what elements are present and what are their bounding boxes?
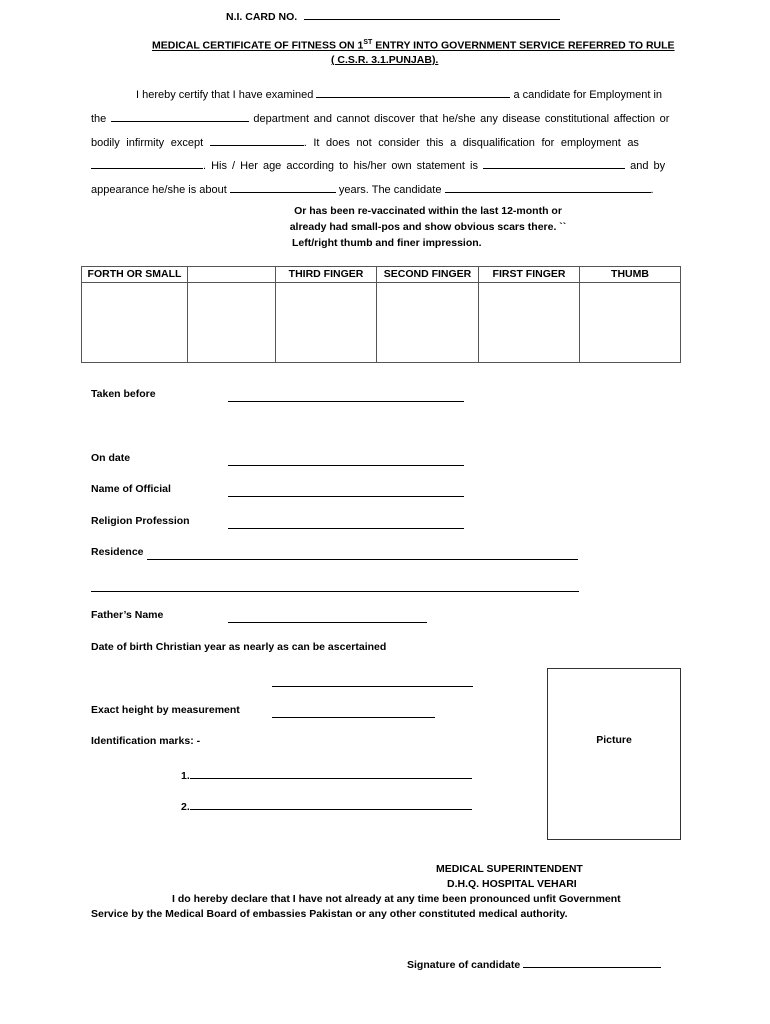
body-text: the	[91, 113, 107, 125]
residence-blank-line-2[interactable]	[91, 581, 579, 592]
department-blank[interactable]	[111, 111, 249, 122]
body-line-1	[136, 87, 662, 101]
certificate-title	[152, 39, 675, 52]
body-text: . It does not consider this a disqualification for employment as	[303, 137, 639, 149]
body-line-5	[91, 182, 654, 196]
header-second-finger: SECOND FINGER	[377, 267, 479, 283]
religion-profession-blank[interactable]	[228, 518, 464, 529]
impression-cell[interactable]	[377, 283, 479, 363]
employment-as-blank[interactable]	[91, 158, 203, 169]
body-line-2	[91, 111, 669, 125]
vaccination-line-2: already had small-pos and show obvious scars there. ``	[289, 221, 567, 233]
signature-label: Signature of candidate	[407, 959, 521, 971]
body-text: I hereby certify that I have examined	[136, 89, 314, 101]
examined-blank[interactable]	[316, 87, 510, 98]
body-text: a candidate for Employment in	[513, 89, 663, 101]
header-thumb: THUMB	[580, 267, 681, 283]
body-line-3	[91, 135, 639, 149]
residence-label: Residence	[91, 546, 144, 558]
fathers-name-label: Father’s Name	[91, 609, 164, 621]
fingerprint-header-row	[82, 267, 681, 283]
fingerprint-impression-row	[82, 283, 681, 363]
body-text: department and cannot discover that he/she any disease constitutional affection or	[253, 113, 670, 125]
mark-1	[181, 768, 472, 782]
picture-label: Picture	[596, 734, 632, 746]
fathers-name-blank[interactable]	[228, 612, 427, 623]
superintendent-title: MEDICAL SUPERINTENDENT	[436, 863, 583, 875]
nic-line	[226, 9, 560, 23]
residence-blank[interactable]	[147, 549, 578, 560]
infirmity-blank[interactable]	[210, 135, 304, 146]
on-date-label: On date	[91, 452, 131, 464]
on-date-blank[interactable]	[228, 455, 464, 466]
vaccination-line-1: Or has been re-vaccinated within the last 12-month or	[294, 205, 562, 217]
header-first-finger: FIRST FINGER	[479, 267, 580, 283]
nic-blank[interactable]	[304, 9, 560, 20]
name-of-official-label: Name of Official	[91, 483, 171, 495]
hospital-name: D.H.Q. HOSPITAL VEHARI	[447, 878, 577, 890]
mark-2-number: 2.	[181, 801, 190, 813]
dob-blank[interactable]	[272, 676, 473, 687]
taken-before-label: Taken before	[91, 388, 156, 400]
impression-cell[interactable]	[580, 283, 681, 363]
header-forth-or-small: FORTH OR SMALL	[82, 267, 188, 283]
declaration-line-1: I do hereby declare that I have not already at any time been pronounced unfit Government	[172, 893, 621, 905]
title-superscript: ST	[363, 39, 373, 46]
name-of-official-blank[interactable]	[228, 486, 464, 497]
body-text: and by	[630, 160, 666, 172]
header-third-finger: THIRD FINGER	[276, 267, 377, 283]
header-blank	[188, 267, 276, 283]
impression-cell[interactable]	[276, 283, 377, 363]
rule-reference: ( C.S.R. 3.1.PUNJAB).	[331, 54, 439, 66]
body-text: appearance he/she is about	[91, 184, 227, 196]
title-part-2: ENTRY INTO GOVERNMENT SERVICE REFERRED TO RULE	[372, 39, 675, 52]
taken-before-blank[interactable]	[228, 391, 464, 402]
body-text: bodily infirmity except	[91, 137, 204, 149]
height-label: Exact height by measurement	[91, 704, 240, 716]
mark-2	[181, 799, 472, 813]
body-text: years. The candidate	[338, 184, 442, 196]
impression-cell[interactable]	[82, 283, 188, 363]
dob-label: Date of birth Christian year as nearly as can be ascertained	[91, 641, 387, 653]
apparent-age-blank[interactable]	[230, 182, 336, 193]
height-blank[interactable]	[272, 707, 435, 718]
nic-label: N.I. CARD NO.	[226, 11, 298, 23]
vaccination-line-3: Left/right thumb and finer impression.	[292, 237, 482, 249]
impression-cell[interactable]	[479, 283, 580, 363]
body-text: .	[650, 184, 654, 196]
mark-1-number: 1.	[181, 770, 190, 782]
declaration-line-2: Service by the Medical Board of embassies Pakistan or any other constituted medical authority.	[91, 908, 568, 920]
mark-1-blank[interactable]	[190, 768, 472, 779]
body-text: . His / Her age according to his/her own statement is	[203, 160, 478, 172]
religion-profession-label: Religion Profession	[91, 515, 190, 527]
impression-cell[interactable]	[188, 283, 276, 363]
body-line-4	[91, 158, 665, 172]
signature-blank[interactable]	[523, 957, 661, 968]
title-part-1: MEDICAL CERTIFICATE OF FITNESS ON 1	[152, 39, 364, 52]
candidate-blank[interactable]	[445, 182, 651, 193]
fingerprint-table	[81, 266, 681, 363]
identification-label: Identification marks: -	[91, 735, 201, 747]
stated-age-blank[interactable]	[483, 158, 625, 169]
signature-line	[407, 957, 661, 971]
picture-box[interactable]	[547, 668, 681, 840]
mark-2-blank[interactable]	[190, 799, 472, 810]
